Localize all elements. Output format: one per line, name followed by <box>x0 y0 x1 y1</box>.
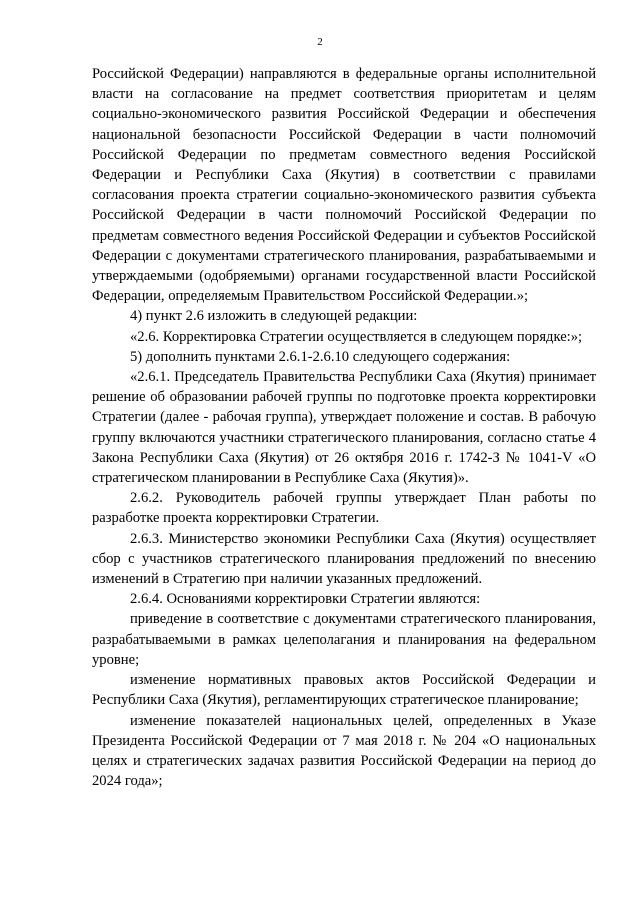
paragraph-item-5: 5) дополнить пунктами 2.6.1-2.6.10 следующего содержания: <box>130 348 511 365</box>
paragraph-basis-3: изменение показателей национальных целей, определенных в Указе Президента Российской Федерации от 7 мая 2018 г. № 204 «О национальных целях и стратегических задачах развития Российской Федерации на период до 2024 года»; <box>92 712 596 790</box>
paragraph-2-6-1: «2.6.1. Председатель Правительства Республики Саха (Якутия) принимает решение об образовании рабочей группы по подготовке проекта корректировки Стратегии (далее - рабочая группа), утверждает положение и состав. В рабочую группу включаются участники стратегического планирования, согласно статье 4 Закона Республики Саха (Якутия) от 26 октября 2016 г. 1742-З № 1041-V «О стратегическом планировании в Республике Саха (Якутия)». <box>92 369 596 487</box>
paragraph-item-4: 4) пункт 2.6 изложить в следующей редакции: <box>130 308 418 325</box>
paragraph-2-6-2: 2.6.2. Руководитель рабочей группы утверждает План работы по разработке проекта корректировки Стратегии. <box>92 490 596 527</box>
paragraph-2-6-4: 2.6.4. Основаниями корректировки Стратегии являются: <box>130 591 481 608</box>
paragraph-basis-2: изменение нормативных правовых актов Российской Федерации и Республики Саха (Якутия), регламентирующих стратегическое планирование; <box>92 672 596 709</box>
paragraph-basis-1: приведение в соответствие с документами стратегического планирования, разрабатываемыми в рамках целеполагания и планирования на федеральном уровне; <box>92 611 596 668</box>
paragraph-2-6: «2.6. Корректировка Стратегии осуществляется в следующем порядке:»; <box>130 328 583 345</box>
paragraph-continuation: Российской Федерации) направляются в федеральные органы исполнительной власти на согласование на предмет соответствия приоритетам и целям социально-экономического развития Российской Федерации и обеспечения национальной безопасности Российской Федерации в части полномочий Российской Федерации по предметам совместного ведения Российской Федерации и Республики Саха (Якутия) в соответствии с правилами согласования проекта стратегии социально-экономического развития субъекта Российской Федерации в части полномочий Российской Федерации по предметам совместного ведения Российской Федерации и субъектов Российской Федерации с документами стратегического планирования, разрабатываемыми и утверждаемыми (одобряемыми) органами государственной власти Российской Федерации, определяемым Правительством Российской Федерации.»; <box>92 66 596 305</box>
paragraph-2-6-3: 2.6.3. Министерство экономики Республики Саха (Якутия) осуществляет сбор с участников стратегического планирования предложений по внесению изменений в Стратегию при наличии указанных предложений. <box>92 530 596 588</box>
document-body <box>92 64 596 791</box>
page-number: 2 <box>317 36 323 48</box>
